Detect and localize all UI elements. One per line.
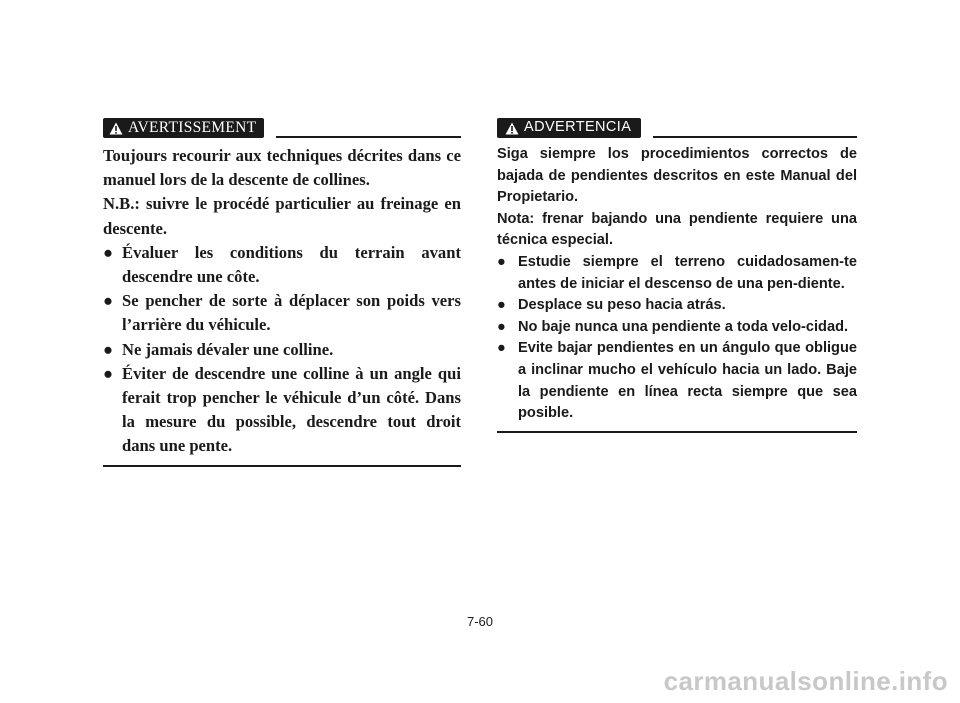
bullet-icon: ● — [103, 339, 114, 359]
french-bullet-item-4 — [103, 362, 461, 459]
french-bullet-item-1 — [103, 241, 461, 289]
bullet-icon: ● — [103, 291, 114, 311]
bullet-icon: ● — [497, 340, 506, 357]
bullet-icon: ● — [497, 318, 506, 335]
french-bullet-item-3 — [103, 338, 461, 362]
french-header-rule — [276, 136, 461, 138]
french-warning-section — [103, 118, 461, 467]
spanish-warning-badge — [497, 118, 641, 138]
french-warning-badge — [103, 118, 264, 138]
spanish-bullet-item-2 — [497, 295, 857, 317]
page-number: 7-60 — [466, 614, 494, 629]
spanish-warning-label: ADVERTENCIA — [524, 119, 632, 136]
french-bullet-text-4: Éviter de descendre une colline à un angle qui ferait trop pencher le véhicule d’un côté. Dans la mesure du possible, descendre tout droit dans une pente. — [122, 363, 461, 456]
french-end-rule — [103, 465, 461, 467]
spanish-paragraph-2: Nota: frenar bajando una pendiente requiere una técnica especial. — [497, 210, 857, 249]
spanish-bullet-text-4: Evite bajar pendientes en un ángulo que obligue a inclinar mucho el vehículo hacia un lado. Baje la pendiente en línea recta siempre que sea posible. — [518, 340, 857, 422]
french-bullet-item-2 — [103, 289, 461, 337]
french-bullet-text-3: Ne jamais dévaler une colline. — [122, 339, 334, 359]
french-paragraph-1: Toujours recourir aux techniques décrites dans ce manuel lors de la descente de collines. — [103, 146, 461, 190]
bullet-icon: ● — [497, 253, 506, 270]
warning-triangle-icon — [109, 122, 123, 135]
bullet-icon: ● — [497, 297, 506, 314]
spanish-header-rule — [653, 136, 857, 138]
spanish-bullet-text-1: Estudie siempre el terreno cuidadosamen-te antes de iniciar el descenso de una pen-diente. — [518, 253, 857, 292]
spanish-paragraph-1: Siga siempre los procedimientos correctos de bajada de pendientes descritos en este Manual del Propietario. — [497, 146, 857, 206]
warning-triangle-icon — [505, 122, 519, 135]
spanish-warning-section — [497, 118, 857, 433]
french-warning-label: AVERTISSEMENT — [128, 118, 257, 136]
spanish-bullet-list — [497, 252, 857, 425]
spanish-warning-header — [497, 118, 857, 138]
french-bullet-list — [103, 241, 461, 459]
watermark: carmanualsonline.info — [663, 666, 948, 696]
bullet-icon: ● — [103, 363, 114, 383]
spanish-bullet-text-2: Desplace su peso hacia atrás. — [518, 297, 726, 314]
french-bullet-text-1: Évaluer les conditions du terrain avant descendre une côte. — [122, 242, 461, 287]
spanish-bullet-item-1 — [497, 252, 857, 295]
french-warning-header — [103, 118, 461, 138]
spanish-bullet-item-4 — [497, 338, 857, 424]
french-bullet-text-2: Se pencher de sorte à déplacer son poids vers l’arrière du véhicule. — [122, 291, 461, 335]
french-paragraph-2: N.B.: suivre le procédé particulier au freinage en descente. — [103, 194, 461, 238]
spanish-end-rule — [497, 431, 857, 433]
spanish-bullet-item-3 — [497, 317, 857, 339]
spanish-bullet-text-3: No baje nunca una pendiente a toda velo-cidad. — [518, 318, 849, 335]
bullet-icon: ● — [103, 242, 114, 262]
